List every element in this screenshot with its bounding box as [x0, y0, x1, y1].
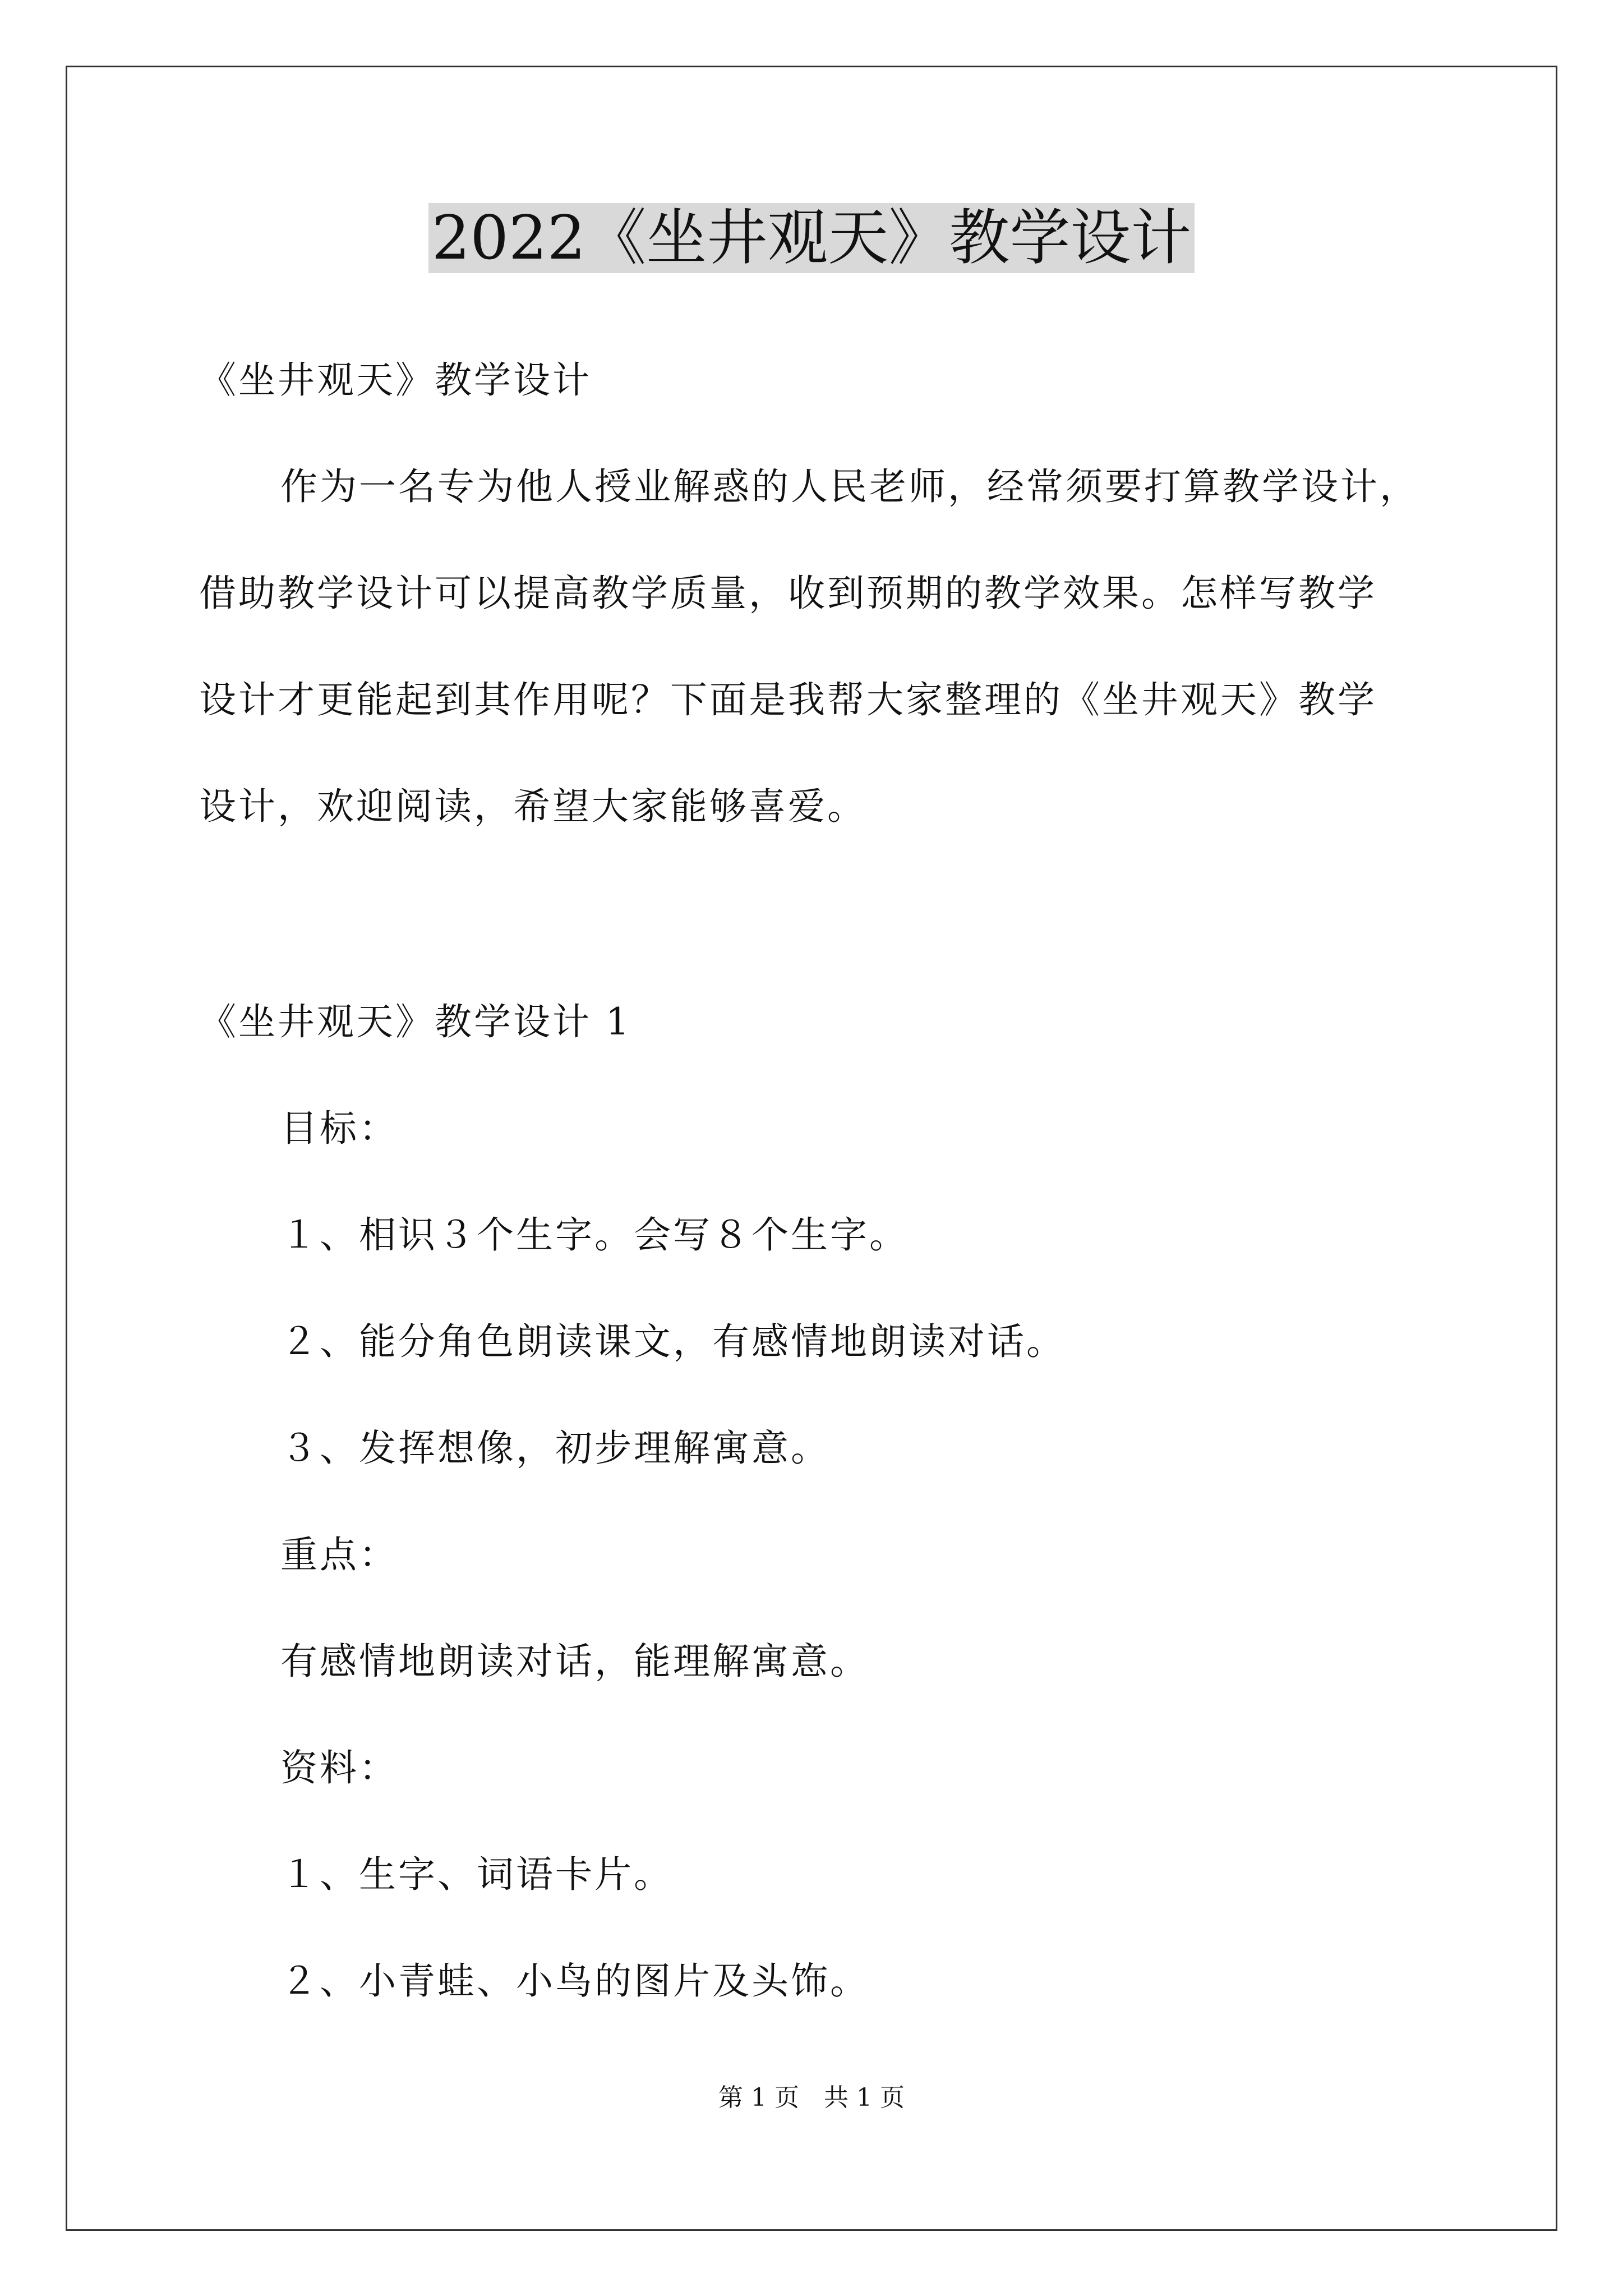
document-title — [0, 202, 1623, 275]
goal-item: １、相识３个生字。会写８个生字。 — [280, 1213, 909, 1257]
material-item: ２、小青蛙、小鸟的图片及头饰。 — [280, 1959, 869, 2003]
key-label: 重点： — [280, 1533, 398, 1576]
goal-item: ３、发挥想像，初步理解寓意。 — [280, 1427, 830, 1470]
document-title-text: 2022《坐井观天》教学设计 — [428, 203, 1195, 273]
goal-item: ２、能分角色朗读课文，有感情地朗读对话。 — [280, 1320, 1066, 1363]
section-heading: 《坐井观天》教学设计 1 — [199, 1000, 631, 1043]
key-text: 有感情地朗读对话，能理解寓意。 — [280, 1640, 869, 1683]
intro-line-4: 设计，欢迎阅读，希望大家能够喜爱。 — [199, 785, 866, 828]
intro-line-1: 作为一名专为他人授业解惑的人民老师，经常须要打算教学设计， — [280, 465, 1419, 508]
materials-label: 资料： — [280, 1746, 398, 1789]
intro-line-3: 设计才更能起到其作用呢？下面是我帮大家整理的《坐井观天》教学 — [199, 678, 1377, 721]
material-item: １、生字、词语卡片。 — [280, 1853, 673, 1896]
goals-label: 目标： — [280, 1107, 398, 1150]
intro-line-2: 借助教学设计可以提高教学质量，收到预期的教学效果。怎样写教学 — [199, 572, 1377, 615]
page-footer: 第 1 页 共 1 页 — [718, 2083, 905, 2112]
document-subtitle: 《坐井观天》教学设计 — [199, 358, 592, 402]
